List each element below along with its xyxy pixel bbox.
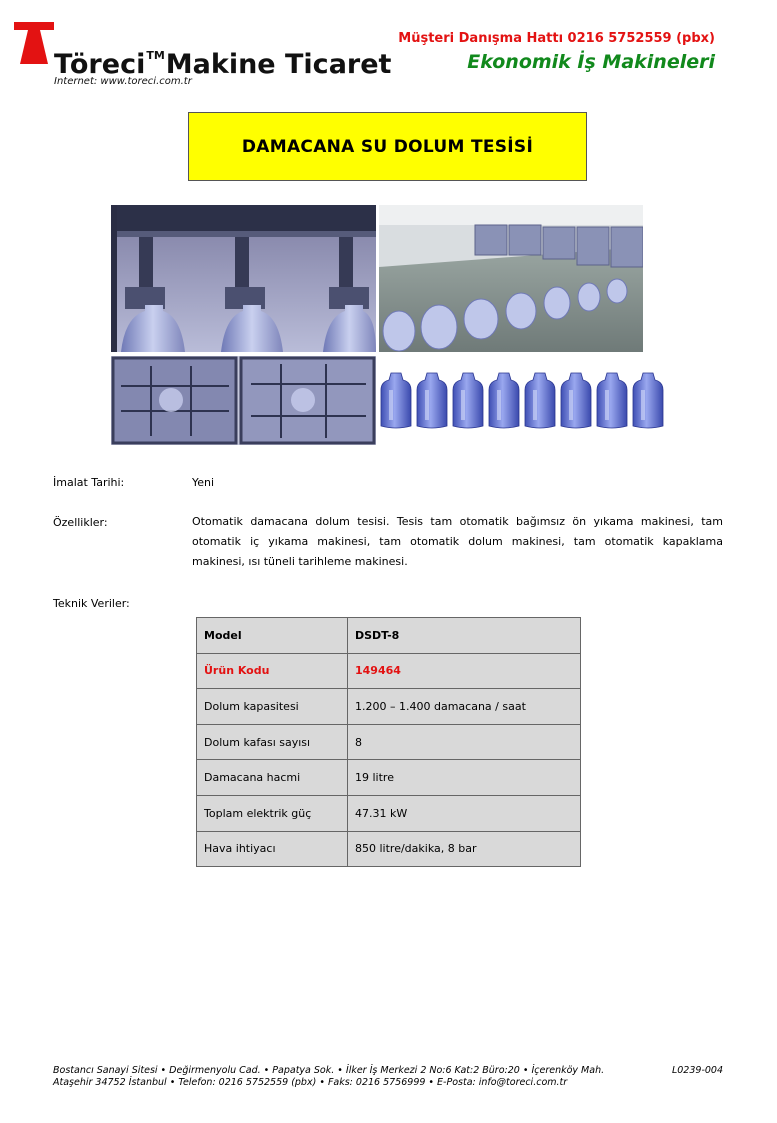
table-row bbox=[197, 689, 581, 725]
table-row bbox=[197, 795, 581, 831]
table-cell-value: 47.31 kW bbox=[348, 795, 581, 831]
technical-data-table bbox=[196, 617, 581, 867]
features-label: Özellikler: bbox=[53, 516, 108, 529]
table-cell-key: Toplam elektrik güç bbox=[197, 795, 348, 831]
table-cell-value: 8 bbox=[348, 724, 581, 760]
table-cell-key: Dolum kapasitesi bbox=[197, 689, 348, 725]
table-cell-value: 149464 bbox=[348, 653, 581, 689]
company-logo-icon bbox=[14, 22, 54, 64]
manufacture-date-label: İmalat Tarihi: bbox=[53, 476, 125, 489]
brand-name-primary: Töreci bbox=[54, 49, 146, 80]
footer-address bbox=[53, 1065, 604, 1089]
table-row bbox=[197, 724, 581, 760]
filling-heads-photo bbox=[111, 205, 376, 352]
filling-hall-photo bbox=[379, 205, 643, 352]
footer-address-line-2: Ataşehir 34752 İstanbul • Telefon: 0216 5752559 (pbx) • Faks: 0216 5756999 • E-Posta: info@toreci.com.tr bbox=[53, 1077, 568, 1088]
manufacture-date-value: Yeni bbox=[192, 476, 215, 489]
table-cell-value: 1.200 – 1.400 damacana / saat bbox=[348, 689, 581, 725]
table-row bbox=[197, 618, 581, 654]
washing-machine-photo bbox=[111, 356, 376, 445]
trademark-symbol: TM bbox=[146, 49, 165, 62]
table-cell-key: Damacana hacmi bbox=[197, 760, 348, 796]
technical-data-label: Teknik Veriler: bbox=[53, 597, 130, 610]
table-cell-key: Dolum kafası sayısı bbox=[197, 724, 348, 760]
table-cell-key: Model bbox=[197, 618, 348, 654]
features-description: Otomatik damacana dolum tesisi. Tesis tam otomatik bağımsız ön yıkama makinesi, tam otomatik iç yıkama makinesi, tam otomatik dolum makinesi, tam otomatik kapaklama makinesi, ısı tüneli tarihleme makinesi. bbox=[192, 515, 723, 568]
company-slogan: Ekonomik İş Makineleri bbox=[467, 51, 715, 73]
table-row bbox=[197, 653, 581, 689]
table-cell-key: Ürün Kodu bbox=[197, 653, 348, 689]
document-code: L0239-004 bbox=[671, 1065, 723, 1076]
water-bottles-photo bbox=[379, 356, 669, 445]
table-row bbox=[197, 760, 581, 796]
product-title: DAMACANA SU DOLUM TESİSİ bbox=[188, 112, 587, 181]
brand-name bbox=[54, 40, 391, 81]
footer-address-line-1: Bostancı Sanayi Sitesi • Değirmenyolu Cad. • Papatya Sok. • İlker İş Merkezi 2 No:6 Kat:2 Büro:20 • İçerenköy Mah. bbox=[53, 1065, 605, 1076]
table-cell-value: DSDT-8 bbox=[348, 618, 581, 654]
customer-hotline: Müşteri Danışma Hattı 0216 5752559 (pbx) bbox=[398, 31, 715, 46]
brand-name-suffix: Makine Ticaret bbox=[165, 49, 392, 80]
table-row bbox=[197, 831, 581, 867]
table-cell-value: 19 litre bbox=[348, 760, 581, 796]
table-cell-value: 850 litre/dakika, 8 bar bbox=[348, 831, 581, 867]
table-cell-key: Hava ihtiyacı bbox=[197, 831, 348, 867]
website-link[interactable]: Internet: www.toreci.com.tr bbox=[54, 76, 192, 87]
